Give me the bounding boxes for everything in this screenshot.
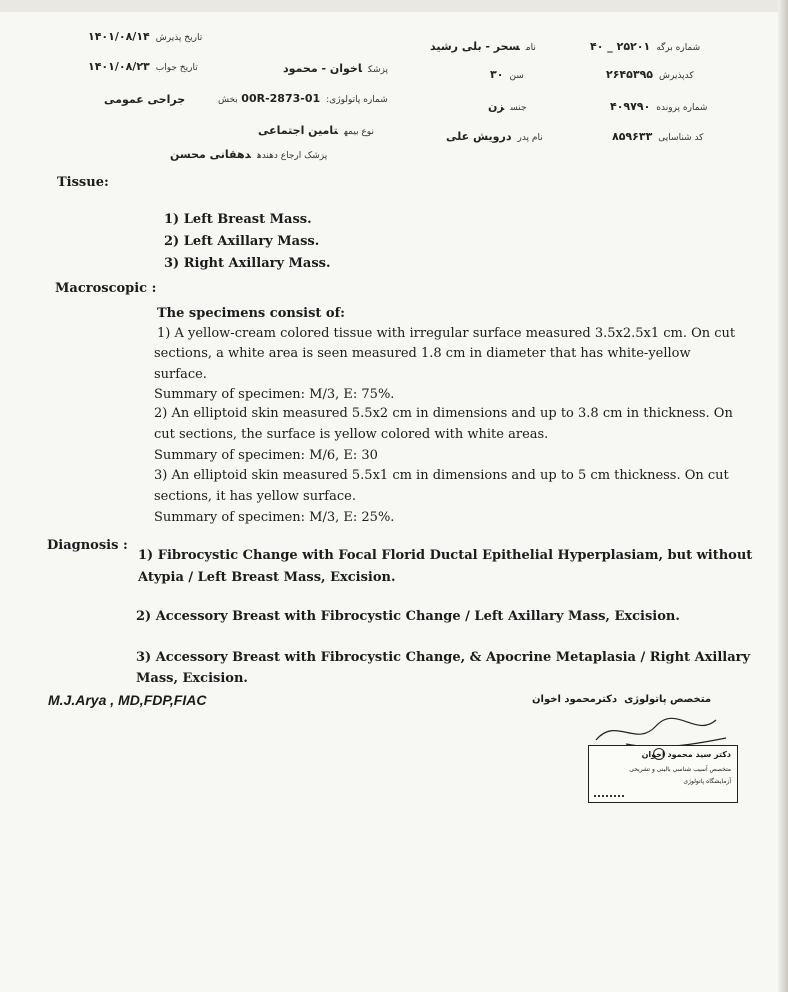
tissue-label: Tissue: (57, 175, 109, 190)
national-code: کد شناسایی۸۵۹۶۳۳ (612, 130, 704, 143)
macroscopic-line: surface. (154, 367, 207, 382)
diagnosis-line: 3) Accessory Breast with Fibrocystic Change, & Apocrine Metaplasia / Right Axillary (136, 650, 751, 665)
macroscopic-line: The specimens consist of: (157, 306, 345, 321)
answer-date: تاریخ جواب۱۴۰۱/۰۸/۲۳ (88, 60, 198, 73)
diagnosis-label: Diagnosis : (47, 538, 128, 553)
pathology-number: شماره پاتولوژی:00R-2873-01 بخش (218, 92, 388, 105)
reception-code: کدپذیرش۲۶۴۵۳۹۵ (606, 68, 694, 81)
macroscopic-line: Summary of specimen: M/3, E: 25%. (154, 510, 395, 525)
insurance: نوع بیمهتامین اجتماعی (258, 124, 374, 137)
age: سن۳۰ (490, 68, 524, 81)
father-name: نام پدردرویش علی (446, 130, 543, 143)
specialty: جراحی عمومی (104, 93, 186, 106)
sheet-number: شماره برگه۲۵۲۰۱ _ ۴۰ (590, 40, 701, 53)
tissue-item: 1) Left Breast Mass. (164, 212, 312, 227)
page-right-edge (778, 0, 788, 992)
doctor-stamp: دکتر سید محمود اخوان متخصص آسیب شناسی بالینی و تشریحی آزمایشگاه پاتولوژی (588, 745, 738, 803)
tissue-item: 2) Left Axillary Mass. (164, 234, 320, 249)
macroscopic-line: 2) An elliptoid skin measured 5.5x2 cm in dimensions and up to 3.8 cm in thickness. On (154, 406, 733, 421)
diagnosis-line: Mass, Excision. (136, 671, 248, 686)
macroscopic-line: sections, a white area is seen measured 1.8 cm in diameter that has white-yellow (154, 346, 691, 361)
referring-doctor: پزشک ارجاع دهندهدهقانی محسن (170, 148, 328, 161)
macroscopic-line: cut sections, the surface is yellow colored with white areas. (154, 427, 549, 442)
physician: پزشکاخوان - محمود (283, 62, 388, 75)
diagnosis-line: 1) Fibrocystic Change with Focal Florid Ductal Epithelial Hyperplasiam, but without (138, 548, 753, 563)
patient-name: نامسحر - بلی رشید (430, 40, 536, 53)
macroscopic-line: sections, it has yellow surface. (154, 489, 356, 504)
macroscopic-line: Summary of specimen: M/6, E: 30 (154, 448, 378, 463)
file-number: شماره پرونده۴۰۹۷۹۰ (610, 100, 708, 113)
pathologist-signature-fa: متخصص پاتولوژی دکترمحمود اخوان (532, 694, 712, 705)
diagnosis-line: 2) Accessory Breast with Fibrocystic Change / Left Axillary Mass, Excision. (136, 609, 680, 624)
tissue-item: 3) Right Axillary Mass. (164, 256, 331, 271)
macroscopic-line: 3) An elliptoid skin measured 5.5x1 cm in dimensions and up to 5 cm thickness. On cut (154, 468, 729, 483)
macroscopic-label: Macroscopic : (55, 281, 157, 296)
stamp-dots (594, 791, 624, 797)
gender: جنسزن (488, 100, 527, 113)
page-top-edge (0, 0, 788, 12)
admission-date: تاریخ پذیرش۱۴۰۱/۰۸/۱۴ (88, 30, 203, 43)
macroscopic-line: Summary of specimen: M/3, E: 75%. (154, 387, 395, 402)
pathologist-name-en: M.J.Arya , MD,FDP,FIAC (48, 692, 207, 708)
macroscopic-line: 1) A yellow-cream colored tissue with irregular surface measured 3.5x2.5x1 cm. On cut (157, 326, 736, 341)
diagnosis-line: Atypia / Left Breast Mass, Excision. (138, 570, 396, 585)
